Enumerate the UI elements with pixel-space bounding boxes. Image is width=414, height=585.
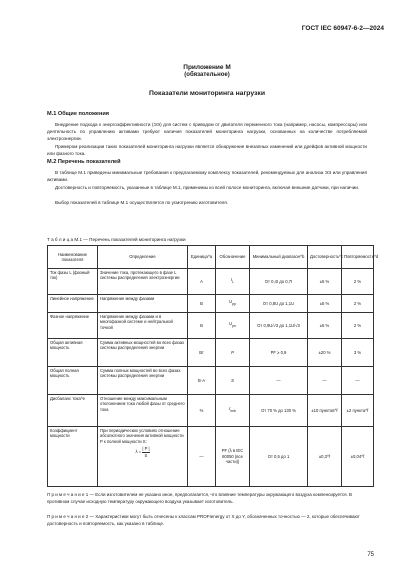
table-caption: Т а б л и ц а М.1 — Перечень показателей мониторинга нагрузки — [47, 237, 186, 242]
section-1-paragraph-1: Внедрение подхода к энергоэффективности (ЭЭ) для систем с приводом от двигателя переменного тока (например, насосы, компрессоры) или деятельность по управлению активами требуют наличия показателей мониторинга нагрузки, основанных на количестве потребляемой электроэнергии. — [47, 122, 367, 142]
cell-accuracy: ±5 % — [308, 269, 342, 295]
cell-definition — [98, 427, 188, 487]
cell-definition: Напряжение между фазами и в многофазной системе и нейтральной точкой — [98, 313, 188, 339]
cell-accuracy: ±0,3^f — [308, 427, 342, 487]
cell-definition: Сумма активных мощностей во всех фазах системы распределения энергии — [98, 339, 188, 367]
cell-range: От 0,5 до 1 — [250, 427, 308, 487]
cell-repeatability: ±2 пункта^f — [342, 395, 374, 427]
cell-name: Общая активная мощность — [48, 339, 98, 367]
table-row — [48, 395, 374, 427]
cell-definition: Напряжение между фазами — [98, 295, 188, 313]
cell-symbol: $U_{pp}$ — [216, 295, 250, 313]
cell-unit: А — [188, 269, 216, 295]
header-range: Минимальный диапазон^b — [250, 246, 308, 269]
appendix-title: Приложение М — [183, 64, 231, 71]
cell-symbol: $I_L$ — [216, 269, 250, 295]
cell-range: — — [250, 367, 308, 395]
cell-range: От 70 % до 130 % — [250, 395, 308, 427]
indicators-table — [47, 245, 379, 487]
cell-definition: Значение тока, протекающего в фазе L системы распределения электроэнергии — [98, 269, 188, 295]
header-accuracy: Достоверность^с — [308, 246, 342, 269]
power-factor-formula — [100, 446, 185, 458]
cell-symbol: PF (λ в IEC 60050 (все части)) — [216, 427, 250, 487]
cell-name: Дисбаланс тока^е — [48, 395, 98, 427]
cell-accuracy: ±10 пунктов^f — [308, 395, 342, 427]
cell-unit: % — [188, 395, 216, 427]
cell-definition: Сумма полных мощностей во всех фазах системы распределения энергии — [98, 367, 188, 395]
header-symbol: Обозначение — [216, 246, 250, 269]
section-2-paragraph-3: Выбор показателей в таблице М.1 осуществляется по усмотрению изготовителя. — [55, 200, 229, 205]
header-repeatability: Повторяемость^d — [342, 246, 374, 269]
table-row — [48, 313, 374, 339]
cell-symbol: S — [216, 367, 250, 395]
cell-unit: Вт — [188, 339, 216, 367]
cell-accuracy: — — [308, 367, 342, 395]
section-1-paragraph-2: Примером реализации таких показателей мониторинга нагрузки является обнаружение внезапных изменений или дрейфов активной мощности или фазного тока. — [47, 144, 367, 157]
table-header-row — [48, 246, 374, 269]
cell-repeatability: 2 % — [342, 295, 374, 313]
table-row — [48, 427, 374, 487]
cell-repeatability: ±0,04^f — [342, 427, 374, 487]
cell-name: Общая полная мощность — [48, 367, 98, 395]
page-number: 75 — [367, 552, 374, 558]
cell-repeatability: — — [342, 367, 374, 395]
table-row — [48, 367, 374, 395]
cell-accuracy: ±5 % — [308, 313, 342, 339]
header-unit: Единица^а — [188, 246, 216, 269]
formula-lhs: λ = — [135, 449, 142, 455]
section-2-paragraph-1: В таблице М.1 приведены минимальные требования к предлагаемому комплексу показателей, рекомендуемых для анализа ЭЭ или управления активами. — [47, 170, 367, 183]
cell-repeatability: 2 % — [342, 313, 374, 339]
cell-range: От 0,4I до 0,7I — [250, 269, 308, 295]
appendix-heading: Показатели мониторинга нагрузки — [149, 90, 265, 97]
table-row — [48, 339, 374, 367]
section-1-title: М.1 Общие положения — [47, 111, 110, 117]
cell-repeatability: 3 % — [342, 339, 374, 367]
cell-unit: В — [188, 295, 216, 313]
definition-text: При периодических условиях отношение абсолютного значения активной мощности P к полной мощности S: — [100, 428, 184, 444]
formula-fraction — [142, 446, 149, 458]
table-row — [48, 295, 374, 313]
table-note-2: П р и м е ч а н и е 2 — Характеристики могут быть отнесены к классам PROFIenergy от Х до Y, обозначенных точностью — 2, которые обеспечивают достоверность и повторяемость, как указано в таблице. — [47, 514, 360, 526]
cell-range: От 0,8U до 1,1U — [250, 295, 308, 313]
cell-unit: — — [188, 427, 216, 487]
table-row — [48, 269, 374, 295]
cell-symbol: P — [216, 339, 250, 367]
formula-numerator: | P | — [142, 446, 150, 452]
table-note-1: П р и м е ч а н и е 1 — Если изготовителем не указано иное, предполагается, что влияние температуры окружающего воздуха компенсируется. В противном случае исходную температуру окружающего воздуха указывает изготовитель. — [47, 492, 353, 504]
cell-unit: В·А — [188, 367, 216, 395]
document-id-header: ГОСТ IEC 60947-6-2—2024 — [301, 25, 384, 32]
cell-name: Ток фазы L (фазный ток) — [48, 269, 98, 295]
header-name: Наименование показателя — [48, 246, 98, 269]
cell-name: Коэффициент мощности — [48, 427, 98, 487]
cell-range: PF ≥ 0,9 — [250, 339, 308, 367]
cell-symbol: $I_{imb}$ — [216, 395, 250, 427]
cell-name: Фазное напряжение — [48, 313, 98, 339]
cell-accuracy: ±5 % — [308, 295, 342, 313]
appendix-subtitle: (обязательное) — [184, 72, 230, 78]
cell-unit: В — [188, 313, 216, 339]
cell-repeatability: 2 % — [342, 269, 374, 295]
cell-name: Линейное напряжение — [48, 295, 98, 313]
cell-accuracy: ±20 % — [308, 339, 342, 367]
section-2-title: М.2 Перечень показателей — [47, 159, 121, 165]
cell-range: От 0,9U/√3 до 1,1U/√3 — [250, 313, 308, 339]
section-2-paragraph-2: Достоверность и повторяемость, указанные в таблице М.1, применимы ко всей полосе мониторинга, включая внешние датчики, при наличии. — [55, 185, 360, 190]
cell-definition: Отношение между максимальным отклонением тока любой фазы от среднего тока — [98, 395, 188, 427]
header-definition: Определение — [98, 246, 188, 269]
cell-symbol: $U_{pn}$ — [216, 313, 250, 339]
formula-denominator: S — [144, 452, 148, 458]
